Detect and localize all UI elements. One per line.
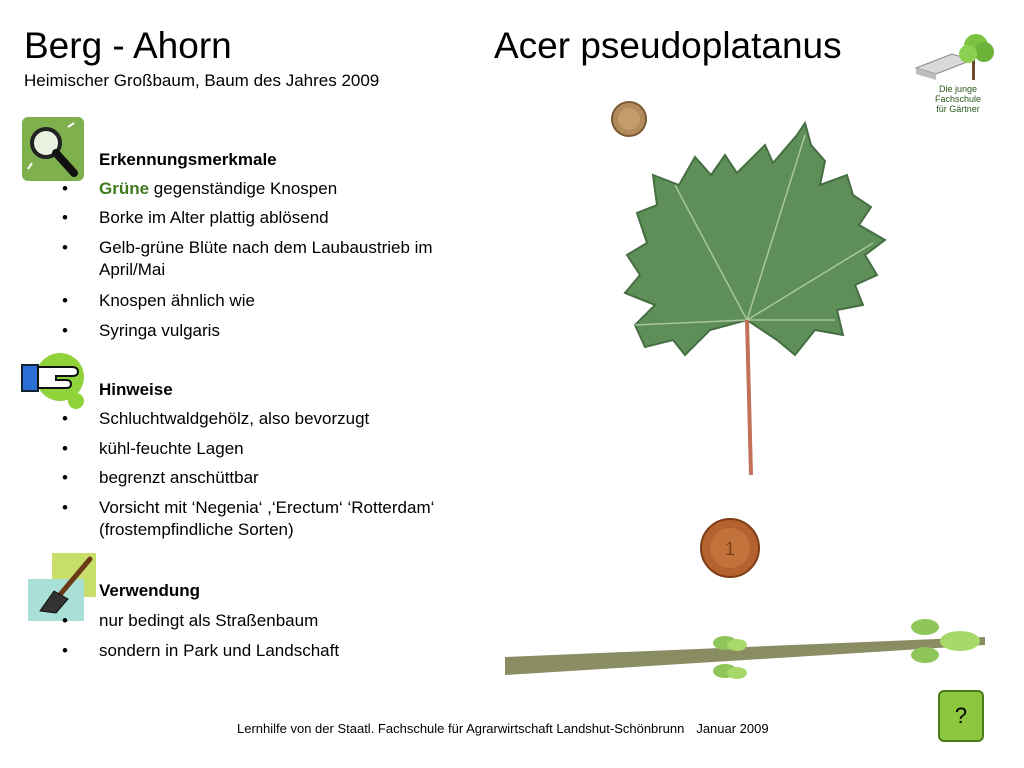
- section-heading-hinweise: Hinweise: [99, 380, 173, 399]
- section-heading-erkennungsmerkmale: Erkennungsmerkmale: [99, 150, 277, 169]
- logo-text: Die junge Fachschule für Gärtner: [934, 84, 982, 114]
- coin-large-photo: [699, 517, 761, 579]
- section-heading-verwendung: Verwendung: [99, 581, 201, 600]
- svg-text:1: 1: [724, 539, 736, 559]
- pointing-hand-icon: [20, 343, 86, 416]
- page-subtitle: Heimischer Großbaum, Baum des Jahres 2009: [24, 71, 380, 90]
- maple-leaf-photo: [615, 115, 890, 480]
- twig-with-buds-photo: [505, 605, 985, 695]
- magnifier-icon: [22, 117, 86, 188]
- help-button[interactable]: ?: [938, 690, 984, 742]
- latin-name: Acer pseudoplatanus: [494, 25, 842, 66]
- page-title: Berg - Ahorn: [24, 25, 232, 66]
- footer: Lernhilfe von der Staatl. Fachschule für Agrarwirtschaft Landshut-Schönbrunn Januar 2009: [237, 721, 769, 736]
